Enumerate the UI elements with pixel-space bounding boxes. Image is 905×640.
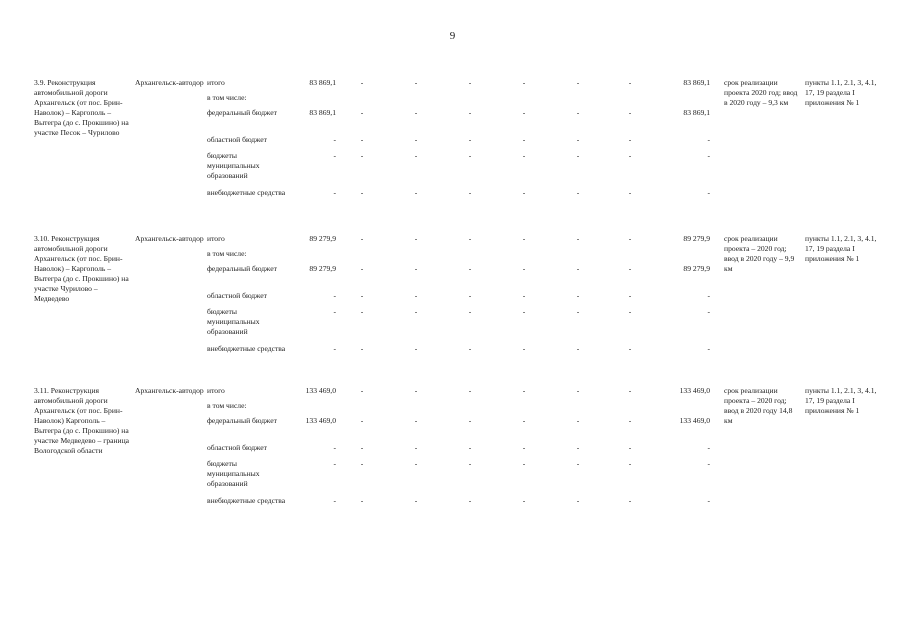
amount-period-total: -: [707, 344, 710, 353]
amount-year: -: [414, 307, 418, 316]
amount-period-total: 83 869,1: [683, 108, 710, 117]
amount-year: -: [468, 108, 472, 117]
funding-source: федеральный бюджет: [207, 264, 277, 273]
indicator-refs: пункты 1.1, 2.1, 3, 4.1, 17, 19 раздела I приложения № 1: [805, 234, 877, 263]
amount-total: -: [333, 459, 336, 468]
amount-year: -: [522, 344, 526, 353]
amount-year: -: [576, 459, 580, 468]
amount-year: -: [628, 386, 632, 395]
funding-source: внебюджетные средства: [207, 188, 286, 197]
amount-year: -: [628, 496, 632, 505]
amount-year: -: [576, 307, 580, 316]
amount-year: -: [522, 291, 526, 300]
amount-year: -: [628, 151, 632, 160]
amount-period-total: -: [707, 135, 710, 144]
funding-source: итого: [207, 386, 225, 395]
amount-year: -: [414, 416, 418, 425]
funding-source: итого: [207, 234, 225, 243]
amount-year: -: [468, 386, 472, 395]
amount-year: -: [576, 264, 580, 273]
amount-year: -: [414, 234, 418, 243]
amount-year: -: [576, 151, 580, 160]
amount-year: -: [360, 188, 364, 197]
amount-year: -: [414, 135, 418, 144]
amount-total: 133 469,0: [305, 386, 336, 395]
amount-year: -: [360, 234, 364, 243]
amount-period-total: -: [707, 291, 710, 300]
amount-year: -: [522, 496, 526, 505]
amount-period-total: -: [707, 459, 710, 468]
funding-source: областной бюджет: [207, 443, 267, 452]
amount-year: -: [360, 344, 364, 353]
amount-year: -: [576, 291, 580, 300]
amount-year: -: [414, 108, 418, 117]
amount-year: -: [414, 78, 418, 87]
amount-total: -: [333, 151, 336, 160]
executor: Архангельск-автодор: [135, 234, 204, 243]
amount-year: -: [468, 188, 472, 197]
amount-period-total: 133 469,0: [679, 386, 710, 395]
amount-year: -: [628, 108, 632, 117]
funding-source: областной бюджет: [207, 135, 267, 144]
amount-year: -: [468, 416, 472, 425]
indicator-refs: пункты 1.1, 2.1, 3, 4.1, 17, 19 раздела I приложения № 1: [805, 78, 877, 107]
amount-year: -: [522, 108, 526, 117]
amount-year: -: [522, 443, 526, 452]
amount-year: -: [628, 234, 632, 243]
amount-year: -: [628, 291, 632, 300]
amount-year: -: [360, 78, 364, 87]
amount-year: -: [360, 135, 364, 144]
amount-year: -: [468, 264, 472, 273]
funding-source: областной бюджет: [207, 291, 267, 300]
amount-year: -: [360, 291, 364, 300]
amount-year: -: [414, 264, 418, 273]
amount-period-total: -: [707, 496, 710, 505]
implementation-term: срок реализации проекта – 2020 год; ввод в 2020 году 14,8 км: [724, 386, 793, 425]
implementation-term: срок реализации проекта 2020 год; ввод в 2020 году – 9,3 км: [724, 78, 798, 107]
amount-year: -: [360, 443, 364, 452]
amount-year: -: [360, 416, 364, 425]
amount-year: -: [468, 459, 472, 468]
amount-period-total: -: [707, 307, 710, 316]
amount-year: -: [360, 108, 364, 117]
amount-total: 89 279,9: [309, 234, 336, 243]
amount-year: -: [414, 344, 418, 353]
amount-year: -: [628, 344, 632, 353]
amount-year: -: [414, 188, 418, 197]
amount-year: -: [414, 496, 418, 505]
amount-year: -: [414, 291, 418, 300]
event-name: 3.10. Реконструкция автомобильной дороги Архангельск (от пос. Брин-Наволок) – Каргополь – Вытегра (до с. Прокшино) на участке Чурилово – Медведево: [34, 234, 129, 303]
amount-year: -: [360, 459, 364, 468]
amount-year: -: [628, 459, 632, 468]
amount-year: -: [360, 151, 364, 160]
amount-year: -: [522, 386, 526, 395]
amount-year: -: [468, 443, 472, 452]
amount-year: -: [576, 416, 580, 425]
amount-total: 89 279,9: [309, 264, 336, 273]
amount-year: -: [414, 386, 418, 395]
amount-year: -: [360, 307, 364, 316]
amount-total: 133 469,0: [305, 416, 336, 425]
amount-total: -: [333, 496, 336, 505]
amount-year: -: [414, 443, 418, 452]
amount-year: -: [522, 234, 526, 243]
amount-year: -: [628, 264, 632, 273]
event-name: 3.9. Реконструкция автомобильной дороги Архангельск (от пос. Брин-Наволок) – Каргополь – Вытегра (до с. Прокшино) на участке Песок – Чурилово: [34, 78, 129, 137]
amount-year: -: [522, 307, 526, 316]
amount-year: -: [414, 151, 418, 160]
amount-year: -: [468, 496, 472, 505]
amount-total: -: [333, 443, 336, 452]
amount-year: -: [628, 416, 632, 425]
indicator-refs: пункты 1.1, 2.1, 3, 4.1, 17, 19 раздела I приложения № 1: [805, 386, 877, 415]
amount-period-total: 133 469,0: [679, 416, 710, 425]
amount-year: -: [468, 234, 472, 243]
amount-total: -: [333, 135, 336, 144]
amount-year: -: [522, 188, 526, 197]
amount-year: -: [360, 496, 364, 505]
amount-year: -: [468, 135, 472, 144]
amount-year: -: [628, 307, 632, 316]
amount-year: -: [576, 344, 580, 353]
funding-source: в том числе:: [207, 249, 247, 258]
amount-year: -: [628, 188, 632, 197]
amount-year: -: [628, 443, 632, 452]
amount-year: -: [576, 108, 580, 117]
amount-year: -: [522, 416, 526, 425]
amount-year: -: [576, 496, 580, 505]
amount-year: -: [576, 135, 580, 144]
amount-year: -: [576, 78, 580, 87]
page-number: 9: [449, 30, 456, 42]
event-name: 3.11. Реконструкция автомобильной дороги Архангельск (от пос. Брин-Наволок) Каргополь – Вытегра (до с. Прокшино) на участке Медведево – граница Вологодской области: [34, 386, 130, 455]
amount-period-total: 89 279,9: [683, 234, 710, 243]
executor: Архангельск-автодор: [135, 386, 204, 395]
funding-source: внебюджетные средства: [207, 496, 286, 505]
amount-total: -: [333, 291, 336, 300]
amount-period-total: 83 869,1: [683, 78, 710, 87]
amount-year: -: [576, 386, 580, 395]
amount-period-total: -: [707, 151, 710, 160]
amount-total: 83 869,1: [309, 108, 336, 117]
funding-source: бюджеты муниципальных образований: [207, 459, 260, 488]
amount-year: -: [360, 264, 364, 273]
amount-year: -: [468, 151, 472, 160]
amount-year: -: [468, 291, 472, 300]
amount-year: -: [628, 78, 632, 87]
amount-total: -: [333, 344, 336, 353]
amount-year: -: [522, 459, 526, 468]
funding-source: внебюджетные средства: [207, 344, 286, 353]
amount-year: -: [522, 78, 526, 87]
amount-year: -: [522, 264, 526, 273]
funding-source: федеральный бюджет: [207, 416, 277, 425]
amount-total: 83 869,1: [309, 78, 336, 87]
funding-source: бюджеты муниципальных образований: [207, 151, 260, 180]
amount-year: -: [576, 188, 580, 197]
amount-total: -: [333, 307, 336, 316]
amount-year: -: [522, 151, 526, 160]
amount-year: -: [628, 135, 632, 144]
funding-source: в том числе:: [207, 401, 247, 410]
amount-year: -: [522, 135, 526, 144]
amount-year: -: [468, 307, 472, 316]
amount-period-total: -: [707, 188, 710, 197]
funding-source: итого: [207, 78, 225, 87]
funding-source: в том числе:: [207, 93, 247, 102]
amount-period-total: 89 279,9: [683, 264, 710, 273]
executor: Архангельск-автодор: [135, 78, 204, 87]
amount-total: -: [333, 188, 336, 197]
amount-year: -: [576, 443, 580, 452]
amount-year: -: [468, 344, 472, 353]
amount-year: -: [468, 78, 472, 87]
implementation-term: срок реализации проекта – 2020 год; ввод в 2020 году – 9,9 км: [724, 234, 795, 273]
amount-year: -: [360, 386, 364, 395]
amount-period-total: -: [707, 443, 710, 452]
funding-source: бюджеты муниципальных образований: [207, 307, 260, 336]
amount-year: -: [576, 234, 580, 243]
amount-year: -: [414, 459, 418, 468]
funding-source: федеральный бюджет: [207, 108, 277, 117]
